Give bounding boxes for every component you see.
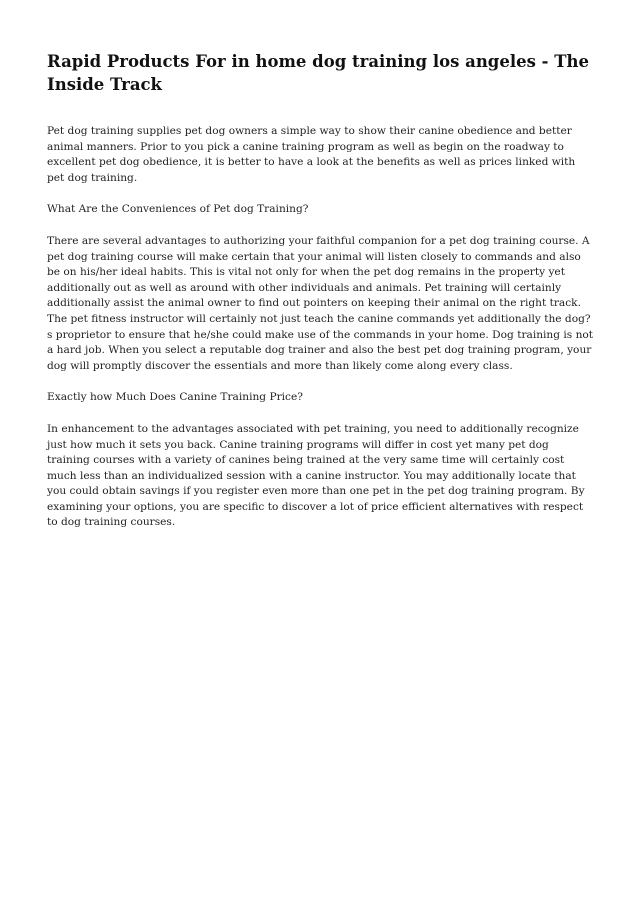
section-heading-price: Exactly how Much Does Canine Training Price?: [47, 391, 303, 404]
page-title: Rapid Products For in home dog training los angeles - The Inside Track: [47, 52, 590, 94]
intro-paragraph: Pet dog training supplies pet dog owners a simple way to show their canine obedience and better animal manners. Prior to you pick a canine training program as well as begin on the roadway to excellent pet dog obedience, it is better to have a look at the benefits as well as prices linked with pet dog training.: [47, 125, 576, 184]
document-page: [47, 50, 595, 547]
section-heading-conveniences: What Are the Conveniences of Pet dog Training?: [47, 203, 309, 216]
section-body-conveniences: There are several advantages to authorizing your faithful companion for a pet dog training course. A pet dog training course will make certain that your animal will listen closely to commands and also be on his/her ideal habits. This is vital not only for when the pet dog remains in the property yet additionally out as well as around with other individuals and animals. Pet training will certainly additionally assist the animal owner to find out pointers on keeping their animal on the right track. The pet fitness instructor will certainly not just teach the canine commands yet additionally the dog?s proprietor to ensure that he/she could make use of the commands in your home. Dog training is not a hard job. When you select a reputable dog trainer and also the best pet dog training program, your dog will promptly discover the essentials and more than likely come along every class.: [47, 234, 594, 372]
section-body-price: In enhancement to the advantages associated with pet training, you need to additionally recognize just how much it sets you back. Canine training programs will differ in cost yet many pet dog training courses with a variety of canines being trained at the very same time will certainly cost much less than an individualized session with a canine instructor. You may additionally locate that you could obtain savings if you register even more than one pet in the pet dog training program. By examining your options, you are specific to discover a lot of price efficient alternatives with respect to dog training courses.: [47, 422, 585, 529]
